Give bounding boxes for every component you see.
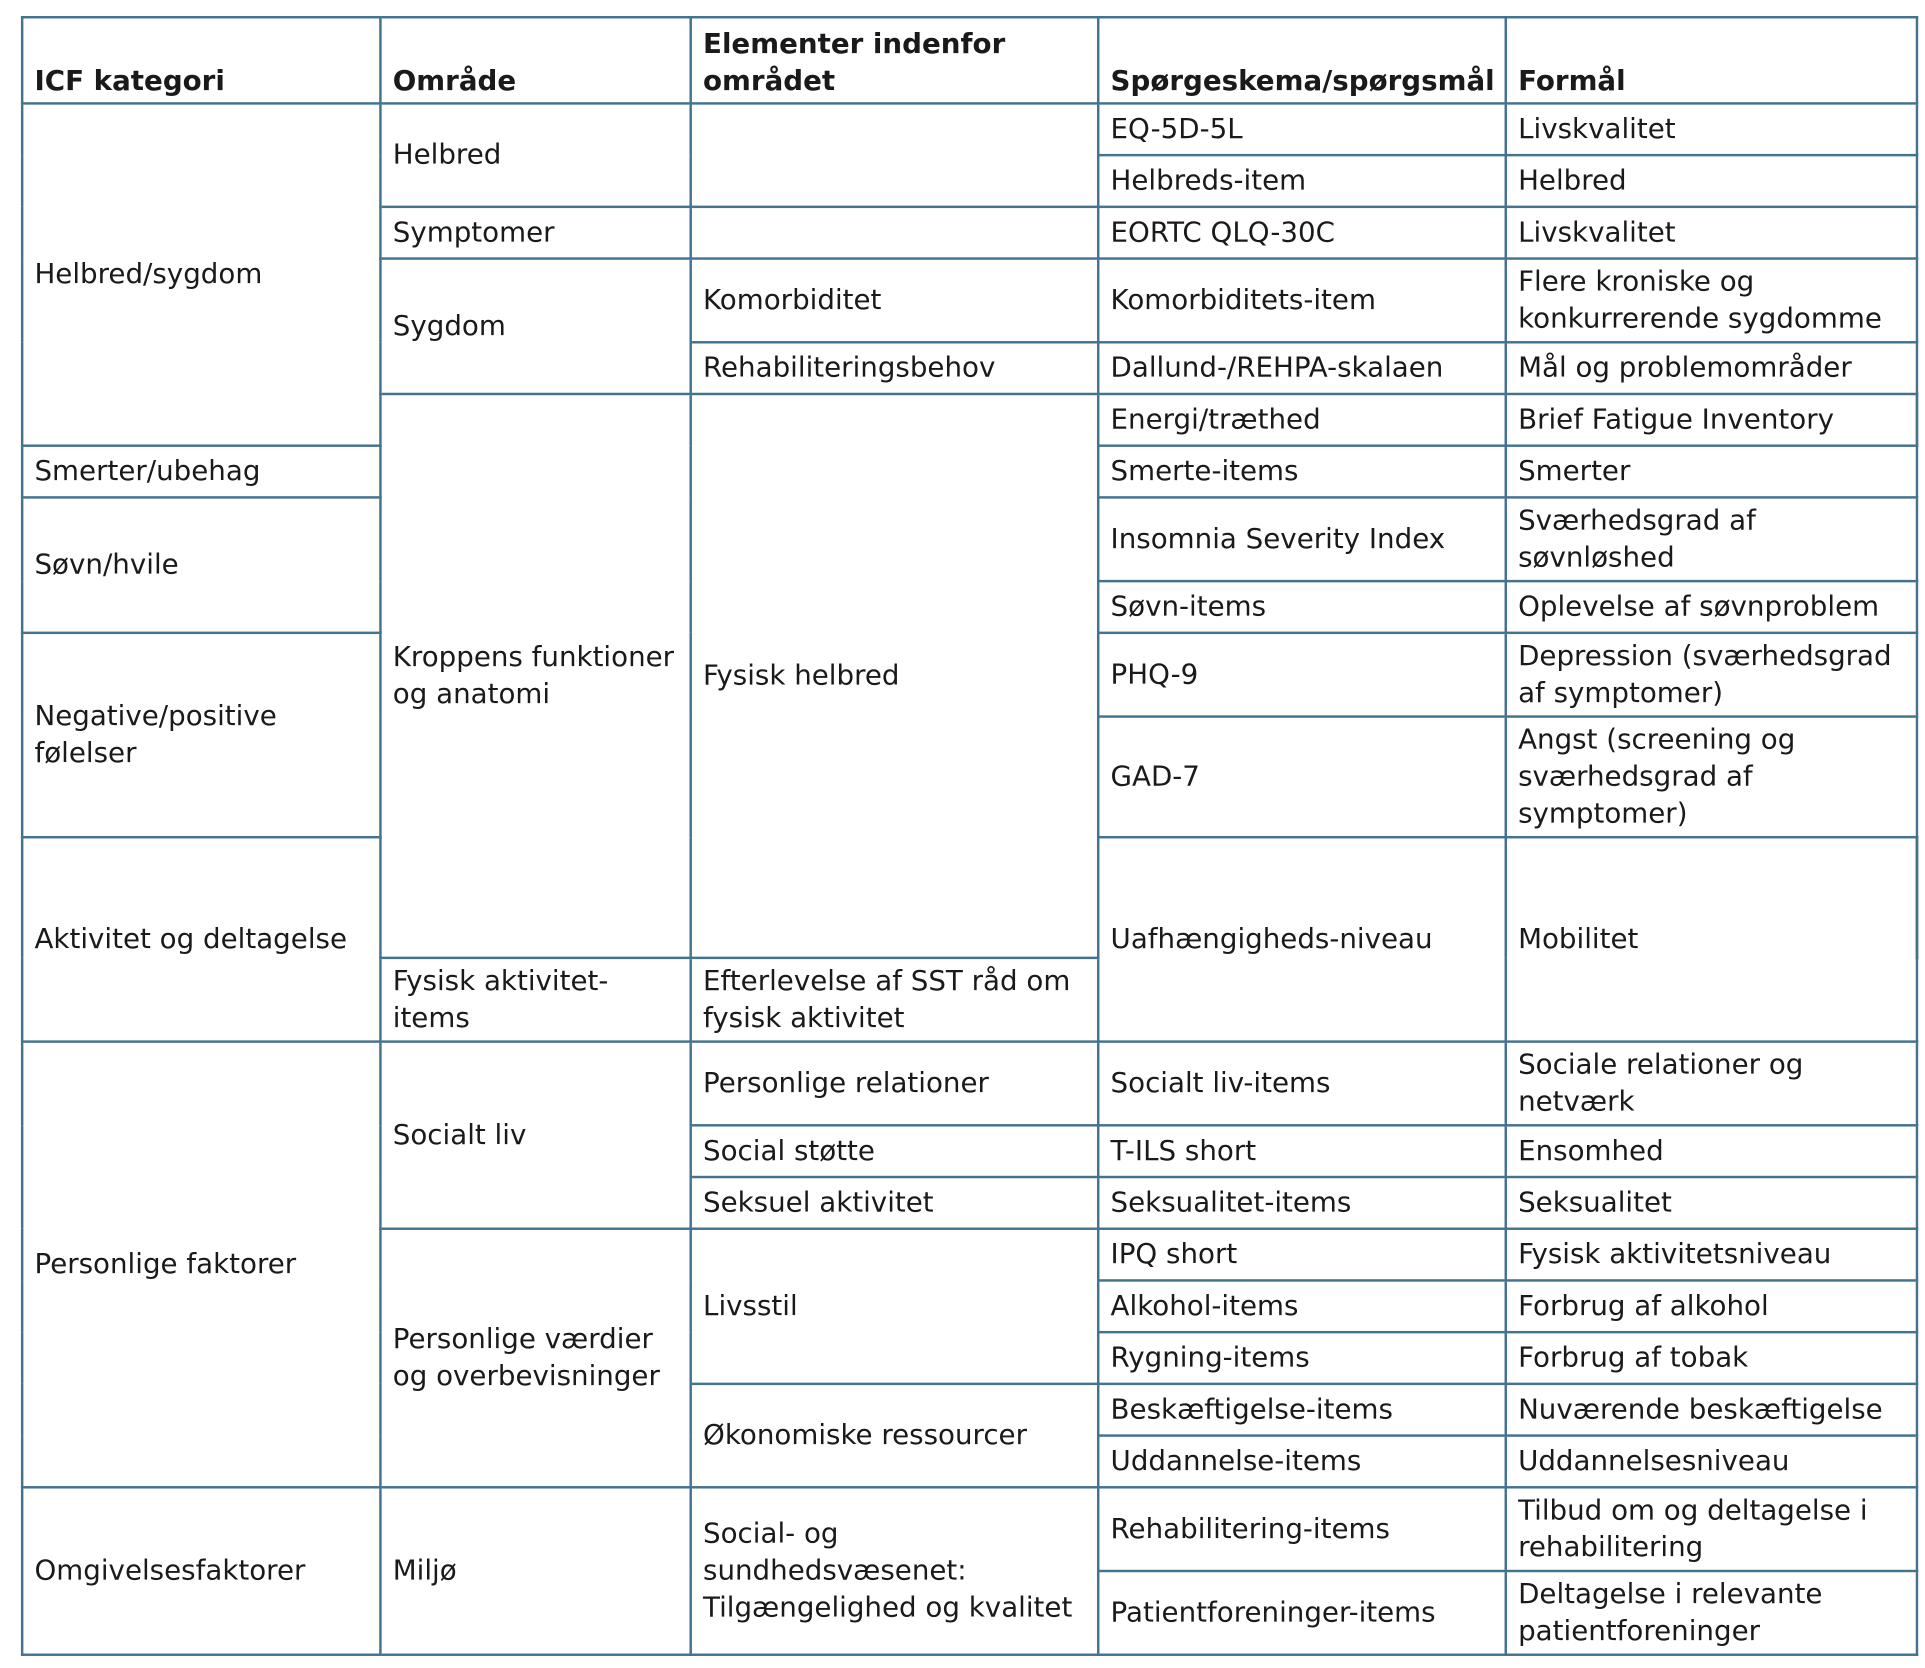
questionnaire-cell: Søvn-items <box>1098 581 1506 633</box>
icf-cell: Kroppens funktioner og anatomi <box>380 394 690 958</box>
element-cell: Negative/positive følelser <box>22 633 380 837</box>
questionnaire-cell: Fysisk aktivitet-items <box>380 958 690 1042</box>
questionnaire-cell: Brief Fatigue Inventory <box>1506 394 1917 446</box>
header-elementer: Elementer indenfor området <box>691 17 1099 103</box>
purpose-cell: Efterlevelse af SST råd om fysisk aktivitet <box>691 958 1099 1042</box>
questionnaire-cell: Socialt liv-items <box>1098 1042 1506 1126</box>
element-cell: Social- og sundhedsvæsenet: Tilgængelighed og kvalitet <box>691 1487 1099 1654</box>
icf-cell: Aktivitet og deltagelse <box>22 837 380 1041</box>
questionnaire-cell: Beskæftigelse-items <box>1098 1384 1506 1436</box>
element-cell <box>691 103 1099 206</box>
purpose-cell: Angst (screening og sværhedsgrad af symptomer) <box>1506 717 1917 838</box>
icf-cell: Personlige faktorer <box>22 1042 380 1488</box>
questionnaire-cell: Dallund-/REHPA-skalaen <box>1098 342 1506 394</box>
purpose-cell: Forbrug af alkohol <box>1506 1280 1917 1332</box>
element-cell: Seksuel aktivitet <box>691 1177 1099 1229</box>
omraade-cell: Socialt liv <box>380 1042 690 1229</box>
questionnaire-cell: PHQ-9 <box>1098 633 1506 717</box>
header-icf: ICF kategori <box>22 17 380 103</box>
element-cell: Livsstil <box>691 1229 1099 1384</box>
questionnaire-cell: Patientforeninger-items <box>1098 1571 1506 1655</box>
omraade-cell: Miljø <box>380 1487 690 1654</box>
purpose-cell: Ensomhed <box>1506 1125 1917 1177</box>
omraade-cell: Sygdom <box>380 259 690 394</box>
questionnaire-cell: Smerte-items <box>1098 446 1506 498</box>
element-cell: Søvn/hvile <box>22 497 380 632</box>
questionnaire-cell: Komorbiditets-item <box>1098 259 1506 343</box>
purpose-cell: Uddannelsesniveau <box>1506 1436 1917 1488</box>
purpose-cell: Sværhedsgrad af søvnløshed <box>1506 497 1917 581</box>
element-cell <box>691 207 1099 259</box>
omraade-cell: Personlige værdier og overbevisninger <box>380 1229 690 1488</box>
header-row <box>22 17 1917 103</box>
questionnaire-cell: Alkohol-items <box>1098 1280 1506 1332</box>
purpose-cell: Helbred <box>1506 155 1917 207</box>
element-cell: Smerter/ubehag <box>22 446 380 498</box>
questionnaire-cell: EORTC QLQ-30C <box>1098 207 1506 259</box>
icf-cell: Omgivelsesfaktorer <box>22 1487 380 1654</box>
omraade-cell: Fysisk helbred <box>691 394 1099 958</box>
purpose-cell: Mål og problemområder <box>1506 342 1917 394</box>
element-cell: Personlige relationer <box>691 1042 1099 1126</box>
purpose-cell: Flere kroniske og konkurrerende sygdomme <box>1506 259 1917 343</box>
element-cell: Energi/træthed <box>1098 394 1506 446</box>
purpose-cell: Depression (sværhedsgrad af symptomer) <box>1506 633 1917 717</box>
omraade-cell: Helbred <box>380 103 690 206</box>
table-row <box>22 1487 1917 1571</box>
icf-table <box>21 16 1918 1656</box>
header-formaal: Formål <box>1506 17 1917 103</box>
purpose-cell: Forbrug af tobak <box>1506 1332 1917 1384</box>
purpose-cell: Smerter <box>1506 446 1917 498</box>
element-cell: Social støtte <box>691 1125 1099 1177</box>
purpose-cell: Livskvalitet <box>1506 103 1917 155</box>
purpose-cell: Oplevelse af søvnproblem <box>1506 581 1917 633</box>
table-row <box>22 1042 1917 1126</box>
questionnaire-cell: IPQ short <box>1098 1229 1506 1281</box>
purpose-cell: Tilbud om og deltagelse i rehabilitering <box>1506 1487 1917 1571</box>
purpose-cell: Nuværende beskæftigelse <box>1506 1384 1917 1436</box>
element-cell: Rehabiliteringsbehov <box>691 342 1099 394</box>
questionnaire-cell: EQ-5D-5L <box>1098 103 1506 155</box>
purpose-cell: Sociale relationer og netværk <box>1506 1042 1917 1126</box>
purpose-cell: Fysisk aktivitetsniveau <box>1506 1229 1917 1281</box>
questionnaire-cell: Insomnia Severity Index <box>1098 497 1506 581</box>
questionnaire-cell: GAD-7 <box>1098 717 1506 838</box>
purpose-cell: Livskvalitet <box>1506 207 1917 259</box>
questionnaire-cell: Rygning-items <box>1098 1332 1506 1384</box>
questionnaire-cell: Rehabilitering-items <box>1098 1487 1506 1571</box>
element-cell: Mobilitet <box>1506 837 1917 1041</box>
element-cell: Komorbiditet <box>691 259 1099 343</box>
questionnaire-cell: Uddannelse-items <box>1098 1436 1506 1488</box>
header-omraade: Område <box>380 17 690 103</box>
element-cell: Økonomiske ressourcer <box>691 1384 1099 1487</box>
icf-cell: Helbred/sygdom <box>22 103 380 445</box>
purpose-cell: Deltagelse i relevante patientforeninger <box>1506 1571 1917 1655</box>
questionnaire-cell: Helbreds-item <box>1098 155 1506 207</box>
header-spoergeskema: Spørgeskema/spørgsmål <box>1098 17 1506 103</box>
questionnaire-cell: Seksualitet-items <box>1098 1177 1506 1229</box>
table-row <box>22 103 1917 155</box>
questionnaire-cell: T-ILS short <box>1098 1125 1506 1177</box>
omraade-cell: Uafhængigheds-niveau <box>1098 837 1506 1041</box>
purpose-cell: Seksualitet <box>1506 1177 1917 1229</box>
omraade-cell: Symptomer <box>380 207 690 259</box>
